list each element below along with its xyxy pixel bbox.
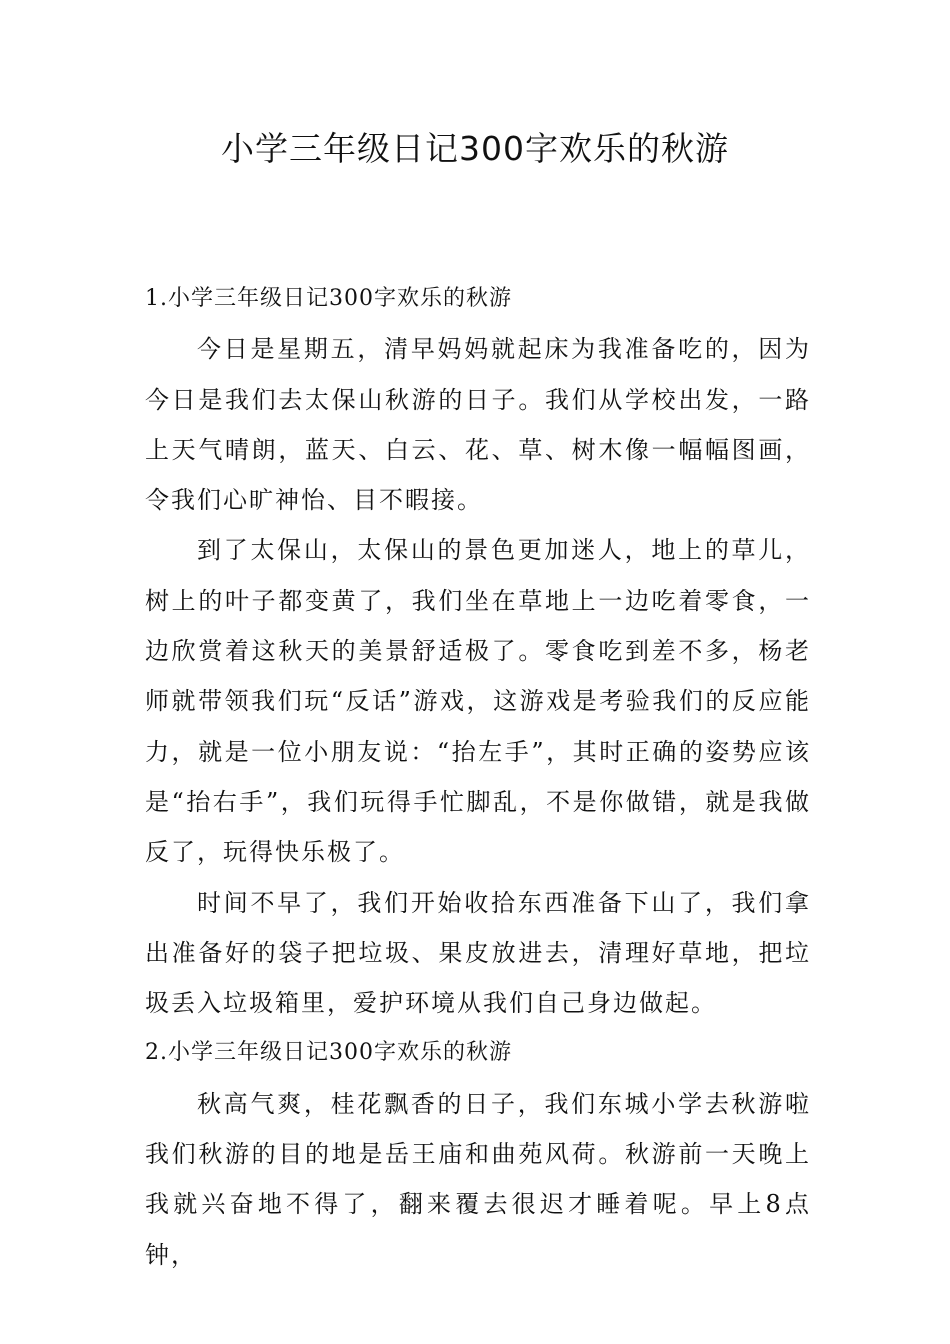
paragraph: 今日是星期五，清早妈妈就起床为我准备吃的，因为今日是我们去太保山秋游的日子。我们从学校出发，一路上天气晴朗，蓝天、白云、花、草、树木像一幅幅图画，令我们心旷神怡、目不暇接。 [145, 335, 811, 515]
section-heading-2: 2.小学三年级日记300字欢乐的秋游 [145, 1040, 512, 1066]
paragraph: 时间不早了，我们开始收拾东西准备下山了，我们拿出准备好的袋子把垃圾、果皮放进去，清理好草地，把垃圾丢入垃圾箱里，爱护环境从我们自己身边做起。 [145, 888, 811, 1018]
section-heading-1: 1.小学三年级日记300字欢乐的秋游 [145, 286, 512, 311]
paragraph: 秋高气爽，桂花飘香的日子，我们东城小学去秋游啦我们秋游的目的地是岳王庙和曲苑风荷。秋游前一天晚上我就兴奋地不得了，翻来覆去很迟才睡着呢。早上8点钟， [145, 1089, 811, 1269]
paragraph: 到了太保山，太保山的景色更加迷人，地上的草儿，树上的叶子都变黄了，我们坐在草地上一边吃着零食，一边欣赏着这秋天的美景舒适极了。零食吃到差不多，杨老师就带领我们玩“反话”游戏，这游戏是考验我们的反应能力，就是一位小朋友说：“抬左手”，其时正确的姿势应该是“抬右手”，我们玩得手忙脚乱，不是你做错，就是我做反了，玩得快乐极了。 [145, 536, 811, 867]
document-body [145, 274, 811, 1280]
document-title: 小学三年级日记300字欢乐的秋游 [221, 129, 729, 168]
